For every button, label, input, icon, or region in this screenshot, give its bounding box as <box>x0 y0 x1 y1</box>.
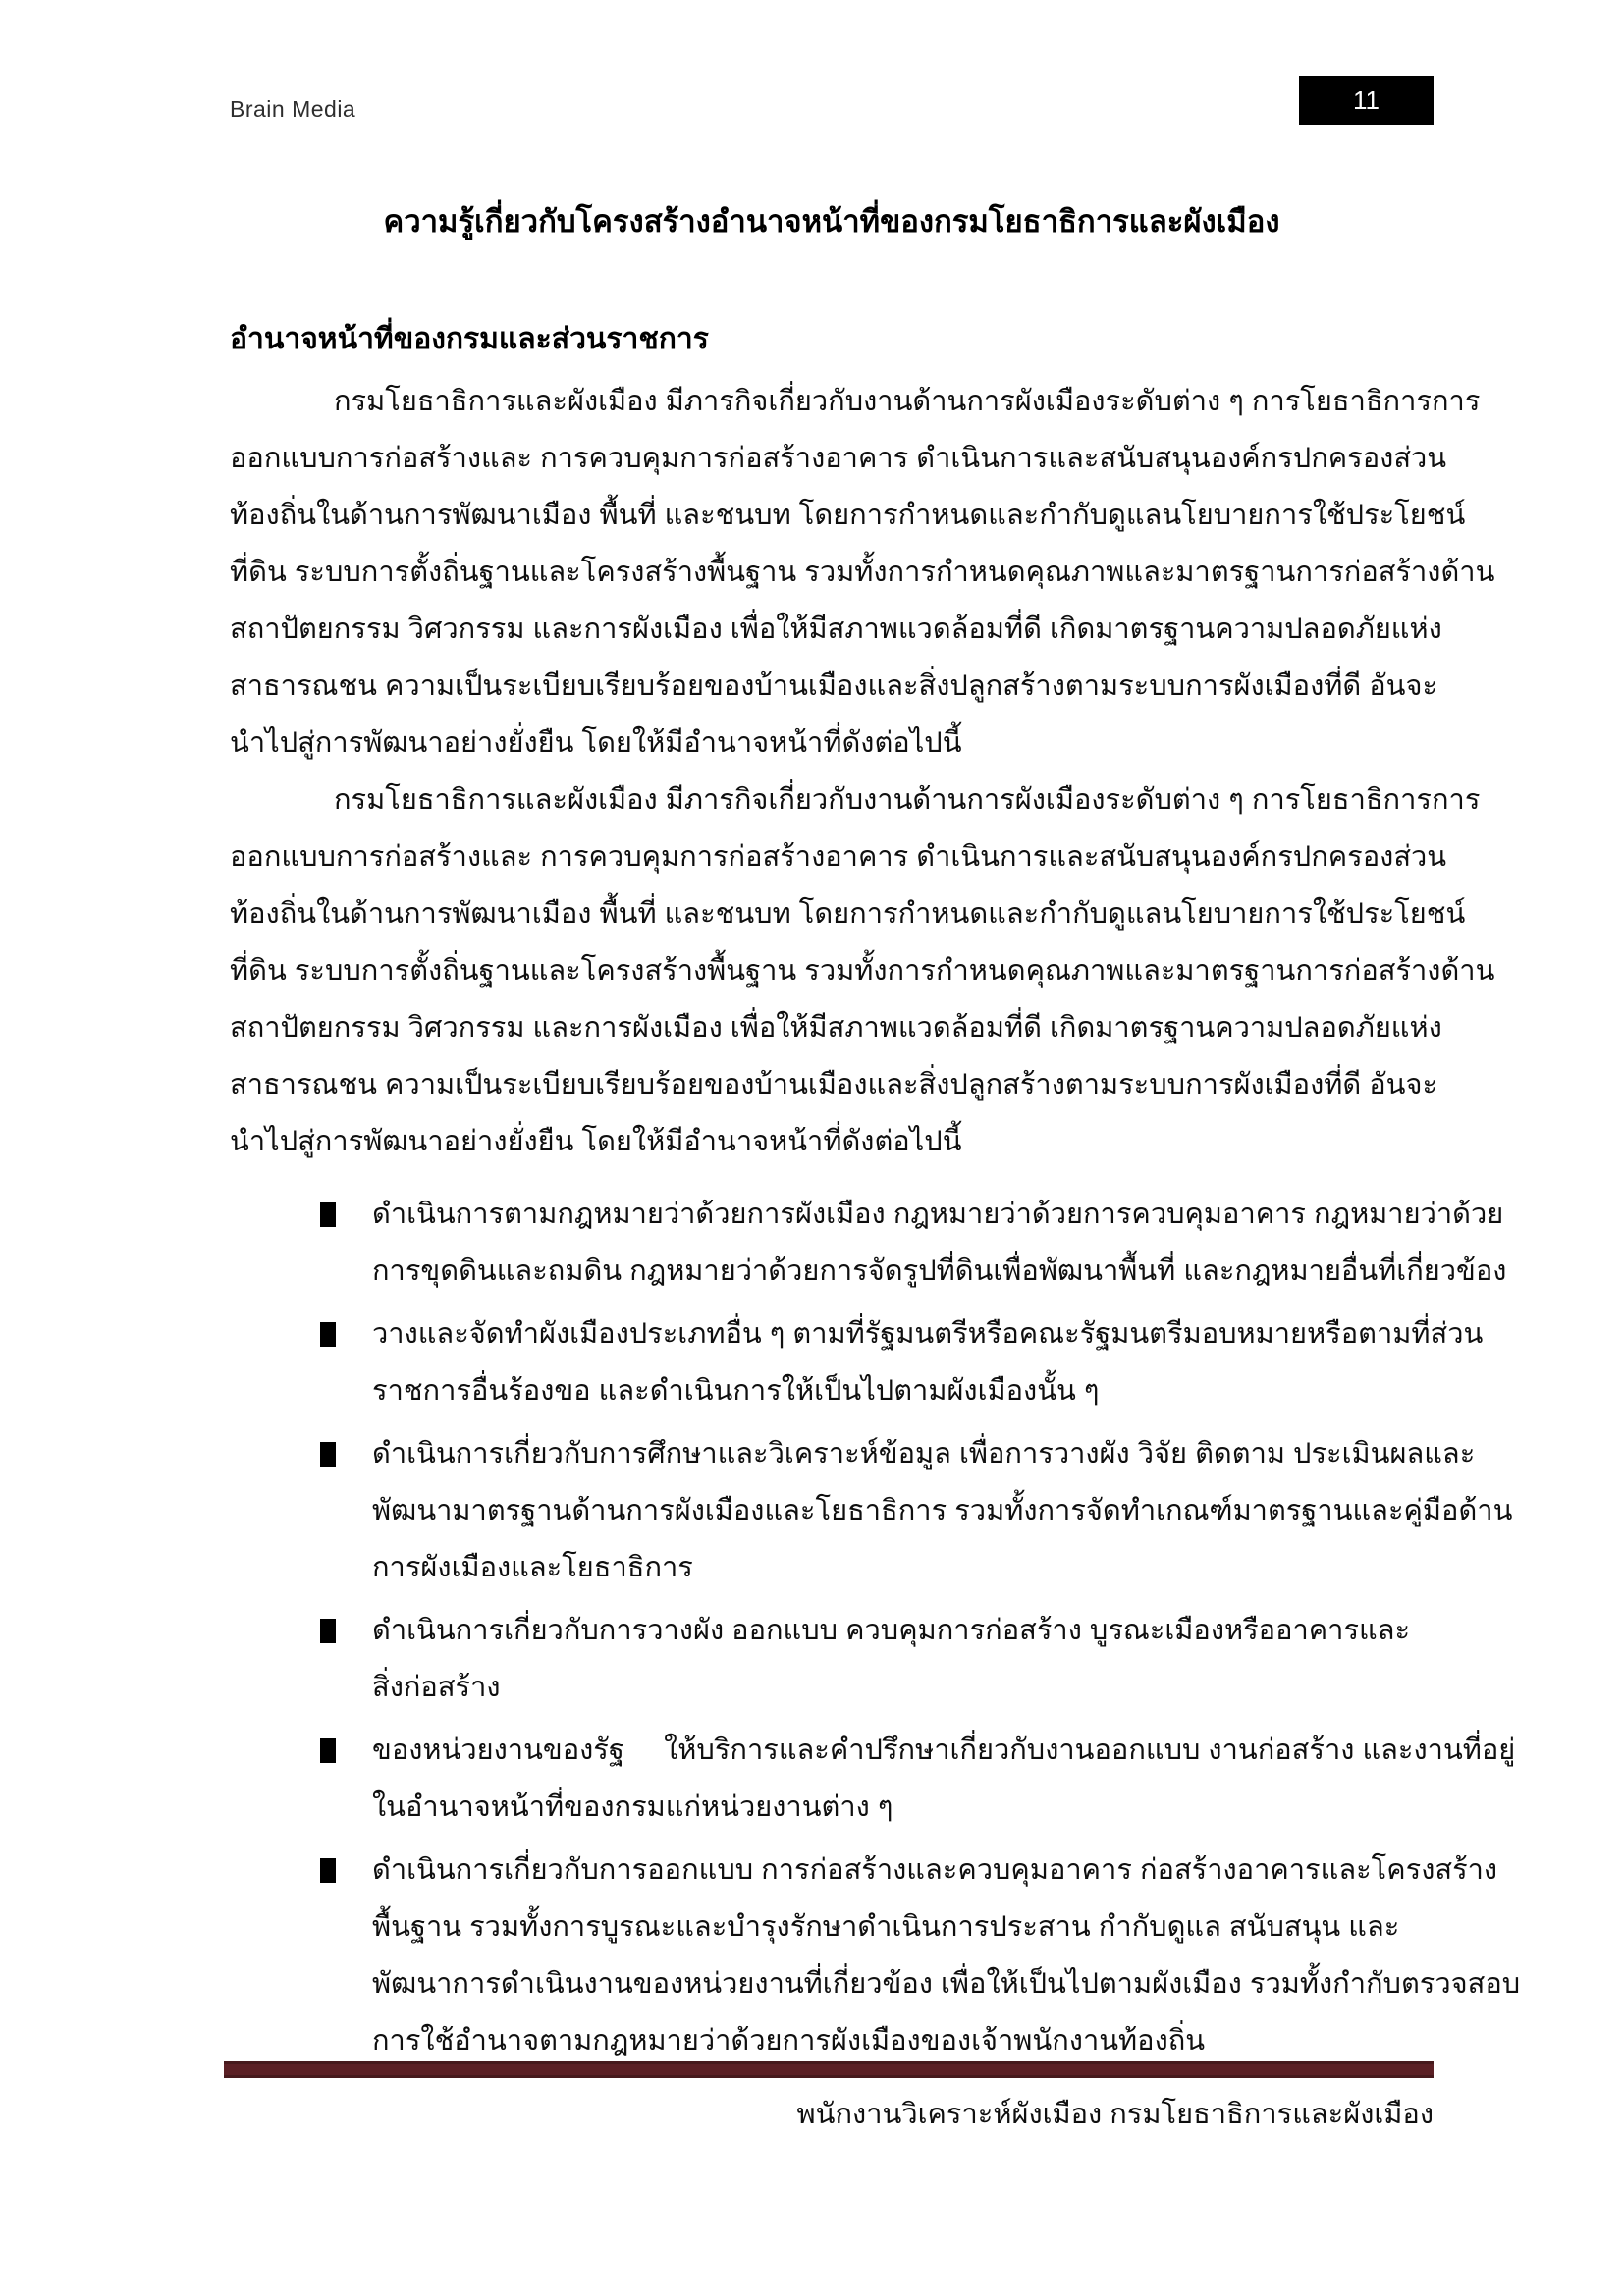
bullet-line: ของหน่วยงานของรัฐ ให้บริการและคำปรึกษาเกี่ยวกับงานออกแบบ งานก่อสร้าง และงานที่อยู่ <box>372 1735 1516 1766</box>
paragraph-line: นำไปสู่การพัฒนาอย่างยั่งยืน โดยให้มีอำนาจหน้าที่ดังต่อไปนี้ <box>230 1126 962 1157</box>
bullet-line: การขุดดินและถมดิน กฎหมายว่าด้วยการจัดรูปที่ดินเพื่อพัฒนาพื้นที่ และกฎหมายอื่นที่เกี่ยวข้อง <box>372 1255 1507 1287</box>
bullet-square-icon <box>320 1442 336 1467</box>
section-heading: อำนาจหน้าที่ของกรมและส่วนราชการ <box>230 323 709 355</box>
paragraph <box>230 772 1495 1170</box>
bullet-line: การใช้อำนาจตามกฎหมายว่าด้วยการผังเมืองของเจ้าพนักงานท้องถิ่น <box>372 2025 1206 2056</box>
paragraph-line: สถาปัตยกรรม วิศวกรรม และการผังเมือง เพื่อให้มีสภาพแวดล้อมที่ดี เกิดมาตรฐานความปลอดภัยแห่ง <box>230 1012 1442 1043</box>
paragraph-line: กรมโยธาธิการและผังเมือง มีภารกิจเกี่ยวกับงานด้านการผังเมืองระดับต่าง ๆ การโยธาธิการการ <box>334 784 1481 816</box>
bullet-line: การผังเมืองและโยธาธิการ <box>372 1552 693 1583</box>
bullet-line: ราชการอื่นร้องขอ และดำเนินการให้เป็นไปตามผังเมืองนั้น ๆ <box>372 1375 1100 1407</box>
bullet-item <box>269 1306 1484 1419</box>
page-number-badge <box>1299 76 1434 125</box>
paragraph-line: กรมโยธาธิการและผังเมือง มีภารกิจเกี่ยวกับงานด้านการผังเมืองระดับต่าง ๆ การโยธาธิการการ <box>334 386 1481 417</box>
footer-rule <box>224 2061 1434 2078</box>
document-title: ความรู้เกี่ยวกับโครงสร้างอำนาจหน้าที่ของกรมโยธาธิการและผังเมือง <box>383 204 1280 239</box>
paragraph-line: สถาปัตยกรรม วิศวกรรม และการผังเมือง เพื่อให้มีสภาพแวดล้อมที่ดี เกิดมาตรฐานความปลอดภัยแห่ง <box>230 614 1442 645</box>
bullet-item <box>269 1186 1507 1300</box>
bullet-line: ดำเนินการเกี่ยวกับการออกแบบ การก่อสร้างและควบคุมอาคาร ก่อสร้างอาคารและโครงสร้าง <box>372 1854 1498 1886</box>
bullet-item <box>269 1842 1521 2069</box>
bullet-square-icon <box>320 1322 336 1347</box>
bullet-line: ดำเนินการเกี่ยวกับการวางผัง ออกแบบ ควบคุมการก่อสร้าง บูรณะเมืองหรืออาคารและ <box>372 1615 1411 1646</box>
bullet-item <box>269 1602 1473 1716</box>
bullet-square-icon <box>320 1202 336 1227</box>
paragraph <box>230 373 1495 772</box>
page-number: 11 <box>1353 84 1380 115</box>
bullet-line: สิ่งก่อสร้าง <box>372 1672 501 1703</box>
bullet-line: วางและจัดทำผังเมืองประเภทอื่น ๆ ตามที่รัฐมนตรีหรือคณะรัฐมนตรีมอบหมายหรือตามที่ส่วน <box>372 1318 1484 1350</box>
paragraph-line: ท้องถิ่นในด้านการพัฒนาเมือง พื้นที่ และชนบท โดยการกำหนดและกำกับดูแลนโยบายการใช้ประโยชน์ <box>230 898 1466 930</box>
paragraph-line: สาธารณชน ความเป็นระเบียบเรียบร้อยของบ้านเมืองและสิ่งปลูกสร้างตามระบบการผังเมืองที่ดี อันจะ <box>230 1069 1438 1100</box>
bullet-line: ดำเนินการตามกฎหมายว่าด้วยการผังเมือง กฎหมายว่าด้วยการควบคุมอาคาร กฎหมายว่าด้วย <box>372 1199 1504 1230</box>
bullet-square-icon <box>320 1619 336 1643</box>
header-brand: Brain Media <box>230 96 356 122</box>
paragraph-line: นำไปสู่การพัฒนาอย่างยั่งยืน โดยให้มีอำนาจหน้าที่ดังต่อไปนี้ <box>230 727 962 759</box>
paragraph-line: สาธารณชน ความเป็นระเบียบเรียบร้อยของบ้านเมืองและสิ่งปลูกสร้างตามระบบการผังเมืองที่ดี อันจะ <box>230 670 1438 702</box>
duties-bullet-list <box>230 1186 1521 2069</box>
bullet-line: ดำเนินการเกี่ยวกับการศึกษาและวิเคราะห์ข้อมูล เพื่อการวางผัง วิจัย ติดตาม ประเมินผลและ <box>372 1438 1476 1469</box>
bullet-square-icon <box>320 1738 336 1763</box>
paragraph-line: ท้องถิ่นในด้านการพัฒนาเมือง พื้นที่ และชนบท โดยการกำหนดและกำกับดูแลนโยบายการใช้ประโยชน์ <box>230 500 1466 531</box>
paragraph-line: ออกแบบการก่อสร้างและ การควบคุมการก่อสร้างอาคาร ดำเนินการและสนับสนุนองค์กรปกครองส่วน <box>230 443 1447 474</box>
paragraph-line: ออกแบบการก่อสร้างและ การควบคุมการก่อสร้างอาคาร ดำเนินการและสนับสนุนองค์กรปกครองส่วน <box>230 841 1447 873</box>
bullet-line: ในอำนาจหน้าที่ของกรมแก่หน่วยงานต่าง ๆ <box>372 1791 893 1823</box>
paragraph-line: ที่ดิน ระบบการตั้งถิ่นฐานและโครงสร้างพื้นฐาน รวมทั้งการกำหนดคุณภาพและมาตรฐานการก่อสร้างด้าน <box>230 557 1495 588</box>
body-paragraphs <box>230 373 1495 1170</box>
bullet-line: พัฒนาการดำเนินงานของหน่วยงานที่เกี่ยวข้อง เพื่อให้เป็นไปตามผังเมือง รวมทั้งกำกับตรวจสอบ <box>372 1968 1521 2000</box>
bullet-line: พื้นฐาน รวมทั้งการบูรณะและบำรุงรักษาดำเนินการประสาน กำกับดูแล สนับสนุน และ <box>372 1911 1400 1943</box>
bullet-line: พัฒนามาตรฐานด้านการผังเมืองและโยธาธิการ รวมทั้งการจัดทำเกณฑ์มาตรฐานและคู่มือด้าน <box>372 1495 1513 1526</box>
bullet-item <box>269 1425 1513 1596</box>
bullet-item <box>269 1722 1516 1836</box>
paragraph-line: ที่ดิน ระบบการตั้งถิ่นฐานและโครงสร้างพื้นฐาน รวมทั้งการกำหนดคุณภาพและมาตรฐานการก่อสร้างด้าน <box>230 955 1495 987</box>
bullet-square-icon <box>320 1858 336 1883</box>
footer-credit: พนักงานวิเคราะห์ผังเมือง กรมโยธาธิการและผังเมือง <box>796 2099 1434 2130</box>
